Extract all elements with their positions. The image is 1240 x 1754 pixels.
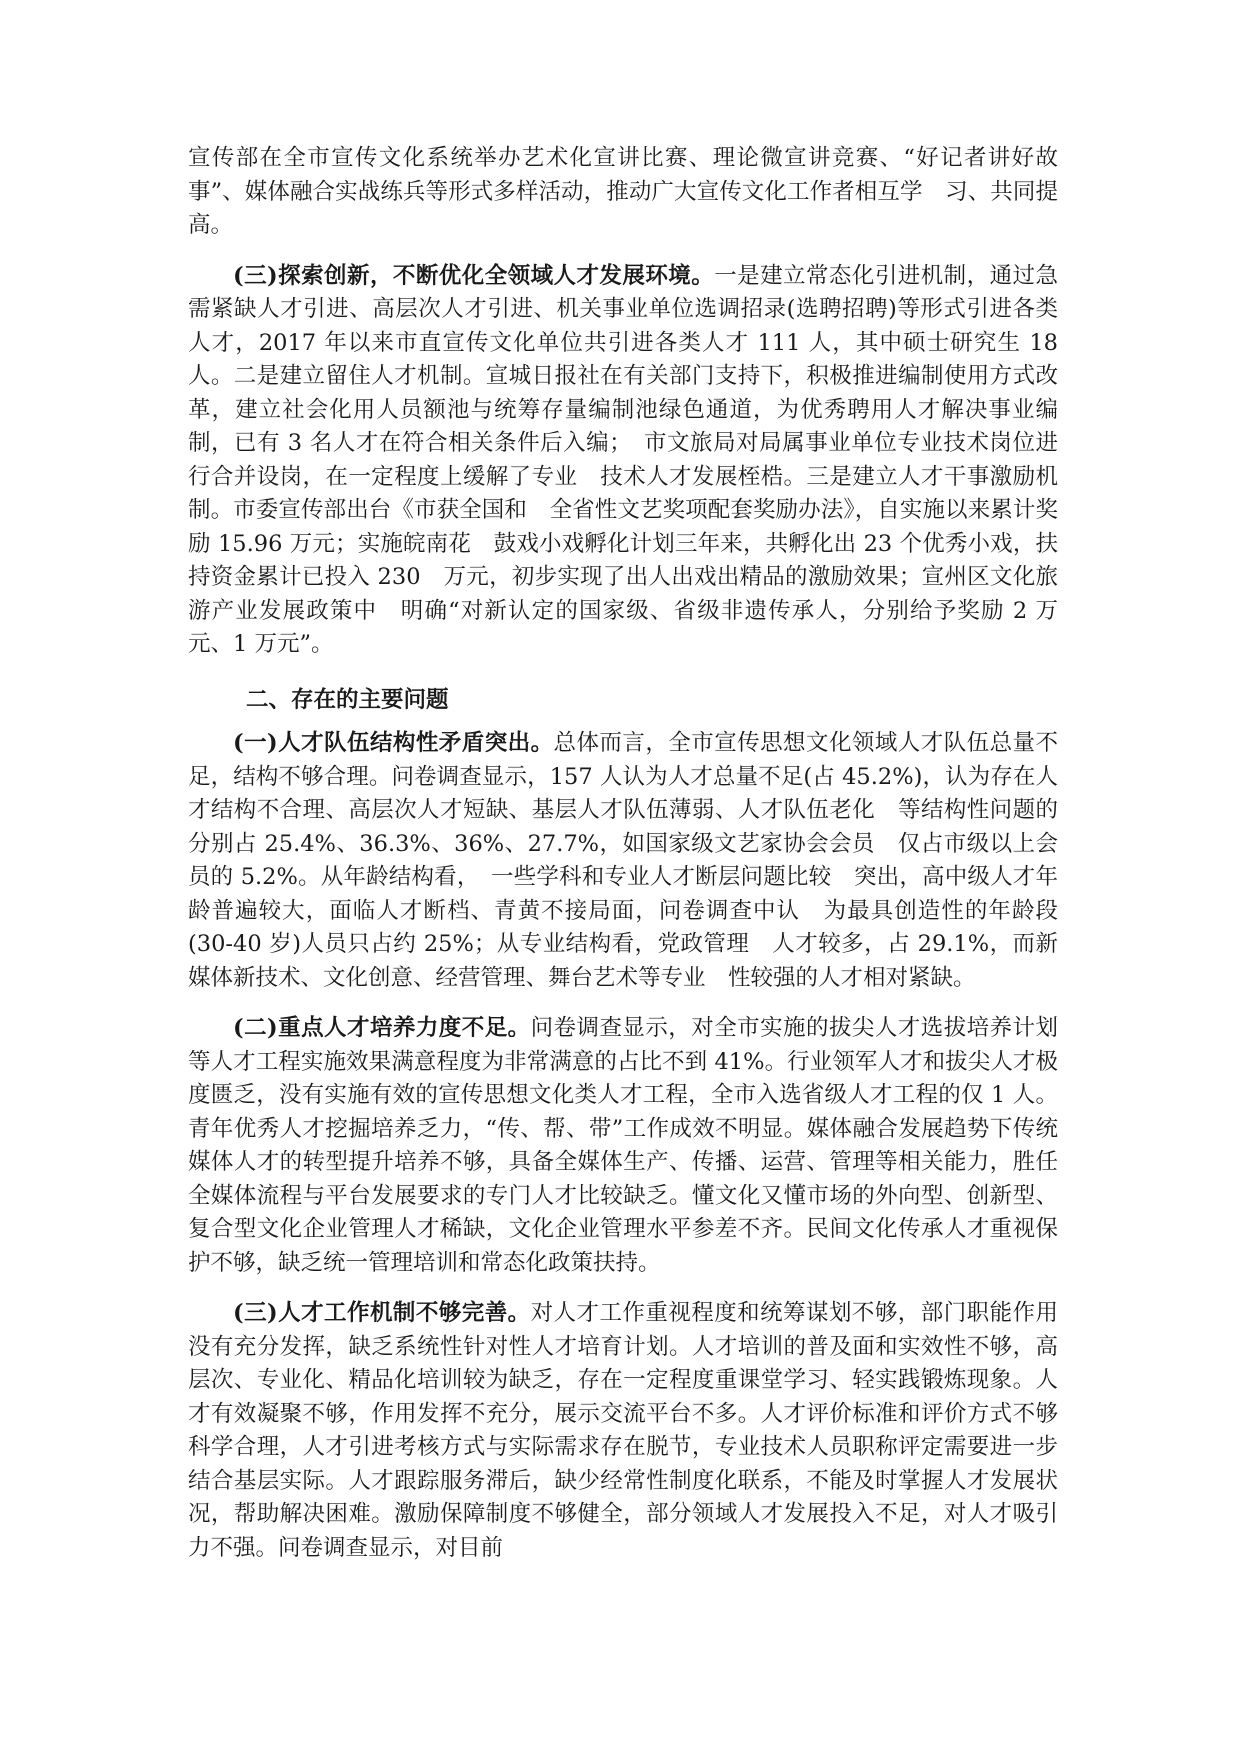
- paragraph-lead: (二)重点人才培养力度不足。: [233, 1015, 531, 1041]
- paragraph-section-2-2: [188, 1012, 1058, 1280]
- paragraph-body: 对人才工作重视程度和统筹谋划不够，部门职能作用没有充分发挥，缺乏系统性针对性人才培育计划。人才培训的普及面和实效性不够，高层次、专业化、精品化培训较为缺乏，存在一定程度重课堂学习、轻实践锻炼现象。人才有效凝聚不够，作用发挥不充分，展示交流平台不多。人才评价标准和评价方式不够科学合理，人才引进考核方式与实际需求存在脱节，专业技术人员职称评定需要进一步结合基层实际。人才跟踪服务滞后，缺少经常性制度化联系，不能及时掌握人才发展状况，帮助解决困难。激励保障制度不够健全，部分领域人才发展投入不足，对人才吸引力不强。问卷调查显示，对目前: [188, 1300, 1058, 1561]
- paragraph-lead: (三)探索创新，不断优化全领域人才发展环境。: [233, 262, 715, 289]
- paragraph-body: 一是建立常态化引进机制，通过急需紧缺人才引进、高层次人才引进、机关事业单位选调招录(选聘招聘)等形式引进各类人才，2017 年以来市直宣传文化单位共引进各类人才 111 人，其中硕士研究生 18 人。二是建立留住人才机制。宣城日报社在有关部门支持下，积极推进编制使用方式改革，建立社会化用人员额池与统筹存量编制池绿色通道，为优秀聘用人才解决事业编制，已有 3 名人才在符合相关条件后入编； 市文旅局对局属事业单位专业技术岗位进行合并设岗，在一定程度上缓解了专业 技术人才发展桎梏。三是建立人才干事激励机制。市委宣传部出台《市获全国和 全省性文艺奖项配套奖励办法》，自实施以来累计奖励 15.96 万元；实施皖南花 鼓戏小戏孵化计划三年来，共孵化出 23 个优秀小戏，扶持资金累计已投入 230 万元，初步实现了出人出戏出精品的激励效果；宣州区文化旅游产业发展政策中 明确“对新认定的国家级、省级非遗传承人，分别给予奖励 2 万元、1 万元”。: [188, 262, 1058, 657]
- paragraph-lead: (三)人才工作机制不够完善。: [233, 1300, 531, 1326]
- paragraph-lead: (一)人才队伍结构性矛盾突出。: [233, 730, 554, 756]
- paragraph-section-2-1: [188, 727, 1058, 995]
- paragraph-body: 总体而言，全市宣传思想文化领域人才队伍总量不足，结构不够合理。问卷调查显示，157 人认为人才总量不足(占 45.2%)，认为存在人才结构不合理、高层次人才短缺、基层人才队伍薄弱、人才队伍老化 等结构性问题的分别占 25.4%、36.3%、36%、27.7%，如国家级文艺家协会会员 仅占市级以上会员的 5.2%。从年龄结构看， 一些学科和专业人才断层问题比较 突出，高中级人才年龄普遍较大，面临人才断档、青黄不接局面，问卷调查中认 为最具创造性的年龄段(30-40 岁)人员只占约 25%；从专业结构看，党政管理 人才较多，占 29.1%，而新媒体新技术、文化创意、经营管理、舞台艺术等专业 性较强的人才相对紧缺。: [188, 730, 1058, 991]
- paragraph-section-2-3: [188, 1297, 1058, 1565]
- section-heading: 二、存在的主要问题: [246, 686, 449, 713]
- document-page: [188, 142, 1058, 1565]
- paragraph-section-1-3: [188, 260, 1058, 662]
- paragraph-continued: 宣传部在全市宣传文化系统举办艺术化宣讲比赛、理论微宣讲竞赛、“好记者讲好故事”、媒体融合实战练兵等形式多样活动，推动广大宣传文化工作者相互学 习、共同提高。: [188, 145, 1058, 238]
- paragraph-body: 问卷调查显示，对全市实施的拔尖人才选拔培养计划等人才工程实施效果满意程度为非常满意的占比不到 41%。行业领军人才和拔尖人才极度匮乏，没有实施有效的宣传思想文化类人才工程，全市入选省级人才工程的仅 1 人。青年优秀人才挖掘培养乏力，“传、帮、带”工作成效不明显。媒体融合发展趋势下传统媒体人才的转型提升培养不够，具备全媒体生产、传播、运营、管理等相关能力，胜任全媒体流程与平台发展要求的专门人才比较缺乏。懂文化又懂市场的外向型、创新型、复合型文化企业管理人才稀缺，文化企业管理水平参差不齐。民间文化传承人才重视保护不够，缺乏统一管理培训和常态化政策扶持。: [188, 1015, 1058, 1276]
